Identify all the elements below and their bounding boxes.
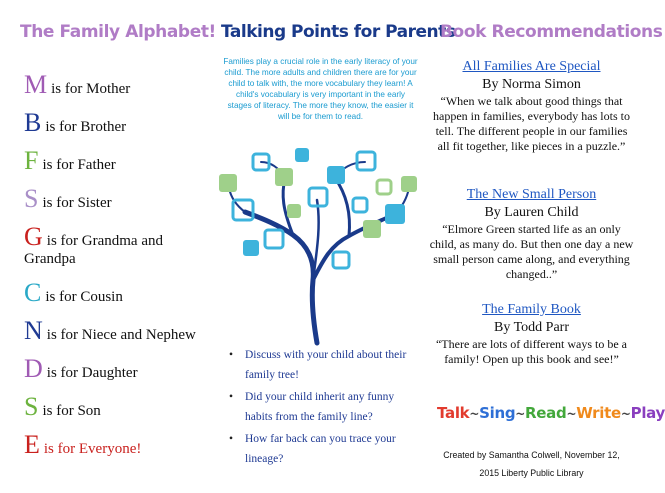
book-entry xyxy=(425,186,638,282)
logo-sing: Sing xyxy=(479,404,516,422)
talking-points-column xyxy=(213,0,456,493)
book-entry xyxy=(425,301,638,367)
alphabet-text: is for Mother xyxy=(51,81,131,97)
book-quote: “There are lots of different ways to be a family! Open up this book and see!” xyxy=(435,337,628,366)
logo-separator: ~ xyxy=(620,407,631,421)
book-author: By Todd Parr xyxy=(494,320,569,335)
alphabet-letter: G xyxy=(24,222,43,251)
alphabet-entry xyxy=(24,392,204,421)
alphabet-letter: S xyxy=(24,392,39,421)
book-recommendations-column xyxy=(425,0,665,493)
list-item-text: How far back can you trace your lineage? xyxy=(245,433,396,465)
talking-points-heading: Talking Points for Parents xyxy=(221,22,456,42)
talk-sing-read-write-play-logo xyxy=(437,404,665,422)
credit-line-1: Created by Samantha Colwell, November 12, xyxy=(443,450,620,460)
logo-write: Write xyxy=(576,404,621,422)
bullet-icon: • xyxy=(229,433,234,445)
logo-separator: ~ xyxy=(566,407,577,421)
alphabet-text: is for Father xyxy=(42,157,116,173)
logo-separator: ~ xyxy=(469,407,480,421)
alphabet-text: is for Everyone! xyxy=(43,441,142,457)
alphabet-text: is for Brother xyxy=(45,119,127,135)
alphabet-letter: E xyxy=(24,430,40,459)
talking-points-list xyxy=(227,345,422,471)
list-item xyxy=(227,429,422,469)
alphabet-heading: The Family Alphabet! xyxy=(20,22,216,42)
logo-separator: ~ xyxy=(515,407,526,421)
book-quote: “Elmore Green started life as an only child, as many do. But then one day a new small person came along, and everything changed..” xyxy=(429,222,634,281)
book-recommendations-heading: Book Recommendations xyxy=(440,22,663,42)
alphabet-entry xyxy=(24,278,204,307)
alphabet-letter: D xyxy=(24,354,43,383)
list-item-text: Did your child inherit any funny habits from the family line? xyxy=(245,391,395,423)
book-quote: “When we talk about good things that happen in families, everybody has lots to tell. The different people in our families all fit together, like pieces in a puzzle.” xyxy=(433,94,630,153)
talking-points-intro: Families play a crucial role in the early literacy of your child. The more adults and children there are for your child to talk with, the more vocabulary they learn! A child's vocabulary is very important in the early stages of literacy. The more they know, the easier it will be for them to read. xyxy=(223,57,418,121)
alphabet-text: is for Niece and Nephew xyxy=(46,327,196,343)
bullet-icon: • xyxy=(229,349,234,361)
book-author: By Lauren Child xyxy=(484,205,579,220)
alphabet-text: is for Cousin xyxy=(45,289,123,305)
alphabet-entry xyxy=(24,108,204,137)
credit-line-2: 2015 Liberty Public Library xyxy=(479,468,584,478)
logo-play: Play xyxy=(630,404,665,422)
alphabet-entry xyxy=(24,354,204,383)
alphabet-text: is for Son xyxy=(42,403,101,419)
book-title-link[interactable]: The New Small Person xyxy=(466,187,597,202)
list-item-text: Discuss with your child about their family tree! xyxy=(245,349,407,381)
alphabet-letter: S xyxy=(24,184,39,213)
alphabet-letter: C xyxy=(24,278,42,307)
book-author: By Norma Simon xyxy=(482,77,581,92)
alphabet-letter: M xyxy=(24,70,48,99)
logo-read: Read xyxy=(525,404,567,422)
book-title-link[interactable]: The Family Book xyxy=(482,302,581,317)
alphabet-entry xyxy=(24,184,204,213)
alphabet-entry xyxy=(24,70,204,99)
alphabet-column xyxy=(0,0,216,493)
alphabet-text: is for Daughter xyxy=(46,365,138,381)
book-entry xyxy=(425,58,638,154)
logo-talk: Talk xyxy=(437,404,470,422)
alphabet-text: is for Sister xyxy=(42,195,112,211)
book-title-link[interactable]: All Families Are Special xyxy=(462,59,601,74)
alphabet-entry xyxy=(24,316,204,345)
alphabet-list xyxy=(24,70,204,472)
alphabet-text: is for Grandma and Grandpa xyxy=(24,233,163,267)
alphabet-letter: N xyxy=(24,316,43,345)
list-item xyxy=(227,345,422,385)
credit-line xyxy=(425,446,638,482)
alphabet-entry xyxy=(24,222,204,268)
alphabet-entry xyxy=(24,430,204,459)
alphabet-entry xyxy=(24,146,204,175)
list-item xyxy=(227,387,422,427)
alphabet-letter: F xyxy=(24,146,39,175)
alphabet-letter: B xyxy=(24,108,42,137)
bullet-icon: • xyxy=(229,391,234,403)
family-tree-illustration xyxy=(213,140,425,345)
